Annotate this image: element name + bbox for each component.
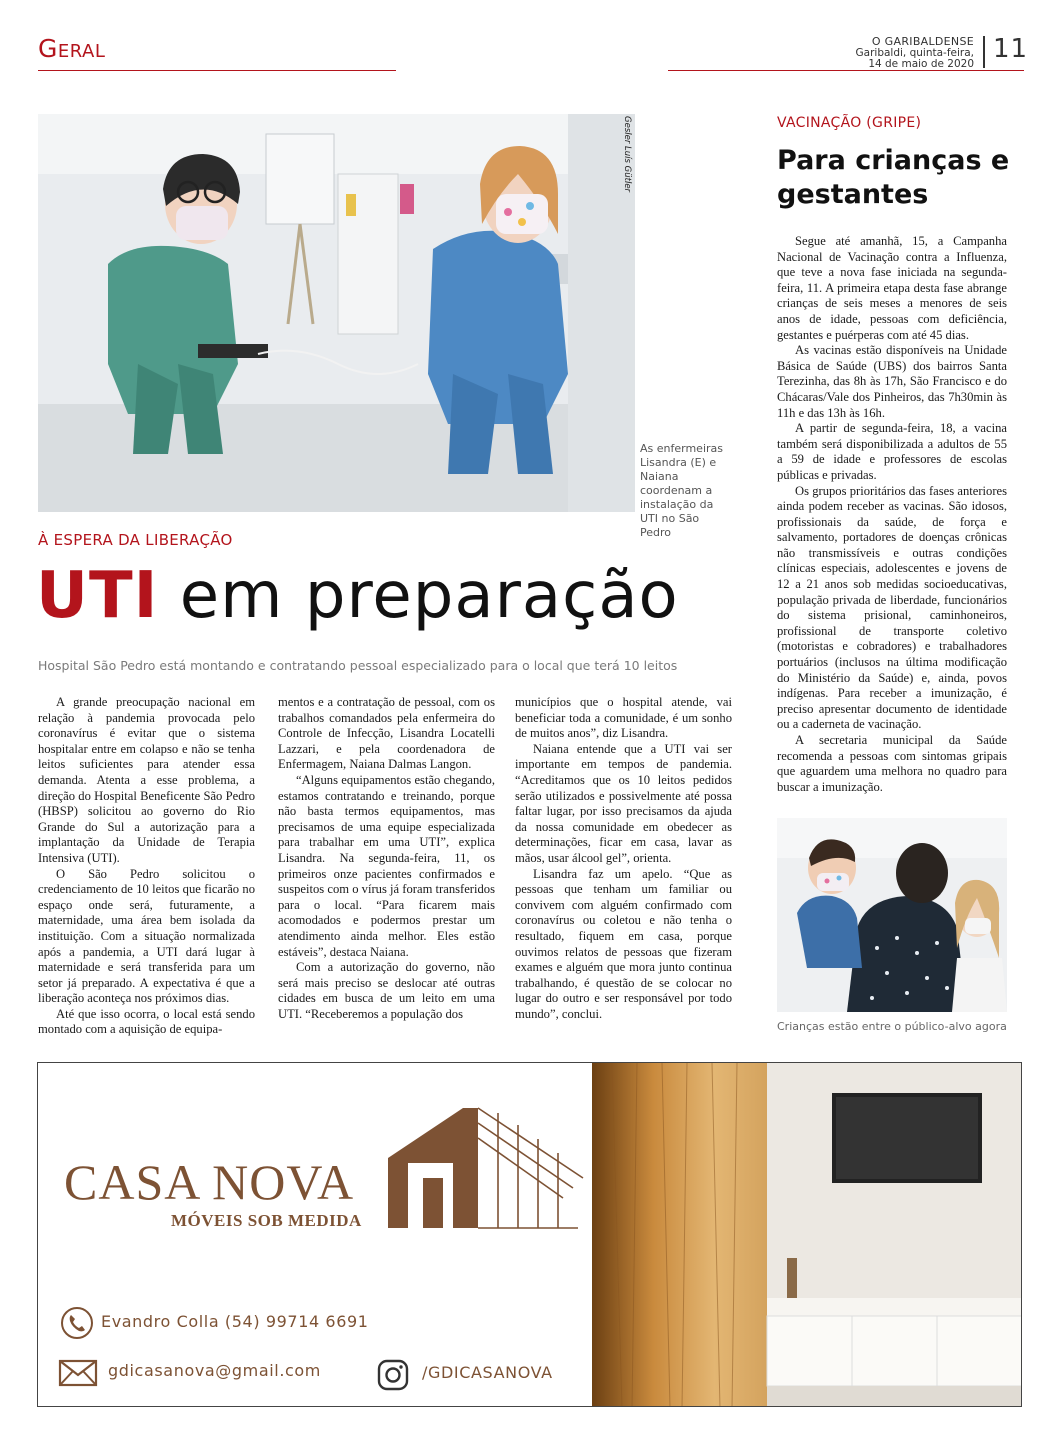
paragraph: Lisandra faz um apelo. “Que as pessoas que tenham um familiar ou convivem com alguém confirmado com coronavírus ou coletou e não tenha o resultado, fiquem em casa, porque ouvimos relatos de pessoas que fizeram exames e alguém que mora junto continua trabalhando, é questão de se colocar no lugar do outro e ser responsável por todo mundo”, conclui.: [515, 866, 732, 1021]
sidebar-kicker: VACINAÇÃO (GRIPE): [777, 115, 922, 131]
paragraph: A grande preocupação nacional em relação à pandemia provocada pelo coronavírus é evitar que o sistema hospitalar entre em colapso e não se tenha leitos suficientes para atender essa demanda. Atenta a esse problema, a direção do Hospital Beneficente São Pedro (HBSP) solicitou ao governo do Rio Grande do Sul a autorização para a implantação da Unidade de Terapia Intensiva (UTI).: [38, 695, 255, 865]
article-column-2: [278, 695, 495, 1022]
paragraph: mentos e a contratação de pessoal, com os trabalhos comandados pela enfermeira do Controle de Infecção, Lisandra Locatelli Lazzari, e pela coordenadora de Enfermagem, Naiana Dalmas Langon.: [278, 695, 495, 772]
main-photo: [38, 114, 635, 512]
ad-furniture-photo: [592, 1063, 1022, 1407]
headline-red-part: UTI: [36, 559, 159, 633]
paragraph: A secretaria municipal da Saúde recomenda a pessoas com sintomas gripais que aguardem uma melhora no quadro para buscar a imunização.: [777, 733, 1007, 794]
article-headline: [36, 556, 679, 636]
ad-instagram: /GDICASANOVA: [422, 1363, 553, 1382]
section-name: Geral: [38, 34, 106, 63]
page-number-separator: [983, 36, 985, 68]
paragraph: “Alguns equipamentos estão chegando, estamos contratando e treinando, porque não basta termos equipamentos, mas precisamos de uma equipe especializada para trabalhar em uma UTI”, explica Lisandra. Na segunda-feira, 11, os primeiros onze pacientes confirmados e suspeitos com o vírus já foram transferidos para o local. “Para ficarem mais acomodados e podermos prestar um atendimento ainda melhor. Eles estão estáveis”, destaca Naiana.: [278, 772, 495, 959]
paragraph: Naiana entende que a UTI vai ser importante em tempos de pandemia. “Acreditamos que os 10 leitos pedidos serão utilizados e possivelmente até possa faltar lugar, por isso precisamos da ajuda da nossa comunidade em obedecer as determinações, ficar em casa, lavar as mãos, usar álcool gel”, orienta.: [515, 741, 732, 865]
vaccination-photo-illustration: [777, 818, 1007, 1012]
ad-subtitle: MÓVEIS SOB MEDIDA: [171, 1211, 362, 1230]
paragraph: Segue até amanhã, 15, a Campanha Nacional de Vacinação contra a Influenza, que teve a nova fase iniciada na segunda-feira, 11. A primeira etapa desta fase abrange crianças de seis meses a menores de seis anos de idade, pessoas com deficiência, gestantes e puérperas com até 45 dias.: [777, 234, 1007, 342]
page-number: 11: [993, 34, 1029, 64]
main-photo-caption: As enfermeiras Lisandra (E) e Naiana coordenam a instalação da UTI no São Pedro: [640, 442, 723, 539]
paragraph: Com a autorização do governo, não será mais preciso se deslocar até outras cidades em busca de um leito em uma UTI. “Receberemos a população dos: [278, 960, 495, 1021]
article-column-3: [515, 695, 732, 1022]
dateline-line-2: 14 de maio de 2020: [868, 58, 974, 70]
house-logo-icon: [378, 1103, 588, 1238]
sidebar-photo-caption: Crianças estão entre o público-alvo agora: [777, 1020, 1007, 1033]
mail-icon: [58, 1358, 98, 1393]
sidebar-title: Para crianças e gestantes: [777, 145, 1010, 210]
nurses-photo-illustration: [38, 114, 635, 512]
headline-black-part: em preparação: [158, 559, 679, 633]
paragraph: As vacinas estão disponíveis na Unidade Básica de Saúde (UBS) dos bairros Santa Terezinha, das 8h às 17h, São Francisco e do Chácaras/Vale dos Pinheiros, das 7h30min às 11h e das 13h às 16h.: [777, 343, 1007, 420]
sidebar-photo: [777, 818, 1007, 1012]
instagram-icon: [376, 1358, 410, 1397]
advertisement: [37, 1062, 1022, 1407]
article-deck: Hospital São Pedro está montando e contratando pessoal especializado para o local que terá 10 leitos: [38, 658, 678, 673]
dateline-line-1: Garibaldi, quinta-feira,: [855, 46, 974, 59]
masthead: [856, 36, 974, 71]
header-rule-left: [38, 70, 396, 71]
article-kicker: À ESPERA DA LIBERAÇÃO: [38, 531, 233, 549]
paragraph: Até que isso ocorra, o local está sendo montado com a aquisição de equipa-: [38, 1006, 255, 1037]
paragraph: municípios que o hospital atende, vai beneficiar toda a comunidade, é um sonho de muitos anos”, diz Lisandra.: [515, 695, 732, 741]
paragraph: A partir de segunda-feira, 18, a vacina também será disponibilizada a adultos de 55 a 59 de idade e professores de escolas públicas e privadas.: [777, 421, 1007, 482]
ad-brand-name: CASA NOVA: [64, 1154, 355, 1210]
ad-phone: Evandro Colla (54) 99714 6691: [101, 1312, 369, 1331]
paragraph: O São Pedro solicitou o credenciamento de 10 leitos que ficarão no espaço onde será, futuramente, a maternidade, uma área bem isolada da instituição. Com a situação normalizada após a pandemia, a UTI dará lugar à maternidade e será transferida para um setor já preparado. A expectativa é que a liberação aconteça nos próximos dias.: [38, 866, 255, 1006]
sidebar-body: [777, 234, 1007, 795]
article-column-1: [38, 695, 255, 1038]
newspaper-name: O GARIBALDENSE: [871, 35, 974, 48]
phone-icon: [60, 1306, 94, 1345]
photo-credit: Gesler Luís Gütler: [622, 116, 632, 193]
paragraph: Os grupos prioritários das fases anteriores ainda podem receber as vacinas. São idosos, profissionais da saúde, de força e salvamento, portadores de doenças crônicas não transmissíveis e outras condições clínicas especiais, adolescentes e jovens de 12 a 21 anos sob medidas socioeducativas, população privada de liberdade, funcionários do sistema prisional, caminhoneiros, profissional de transporte coletivo (motoristas e cobradores) e trabalhadores portuários (inclusos na última modificação do Ministério da Saúde) e, ainda, povos indígenas. Para receber a imunização, é preciso apresentar documento de identidade ou a caderneta de vacinação.: [777, 483, 1007, 732]
ad-email: gdicasanova@gmail.com: [108, 1361, 321, 1380]
